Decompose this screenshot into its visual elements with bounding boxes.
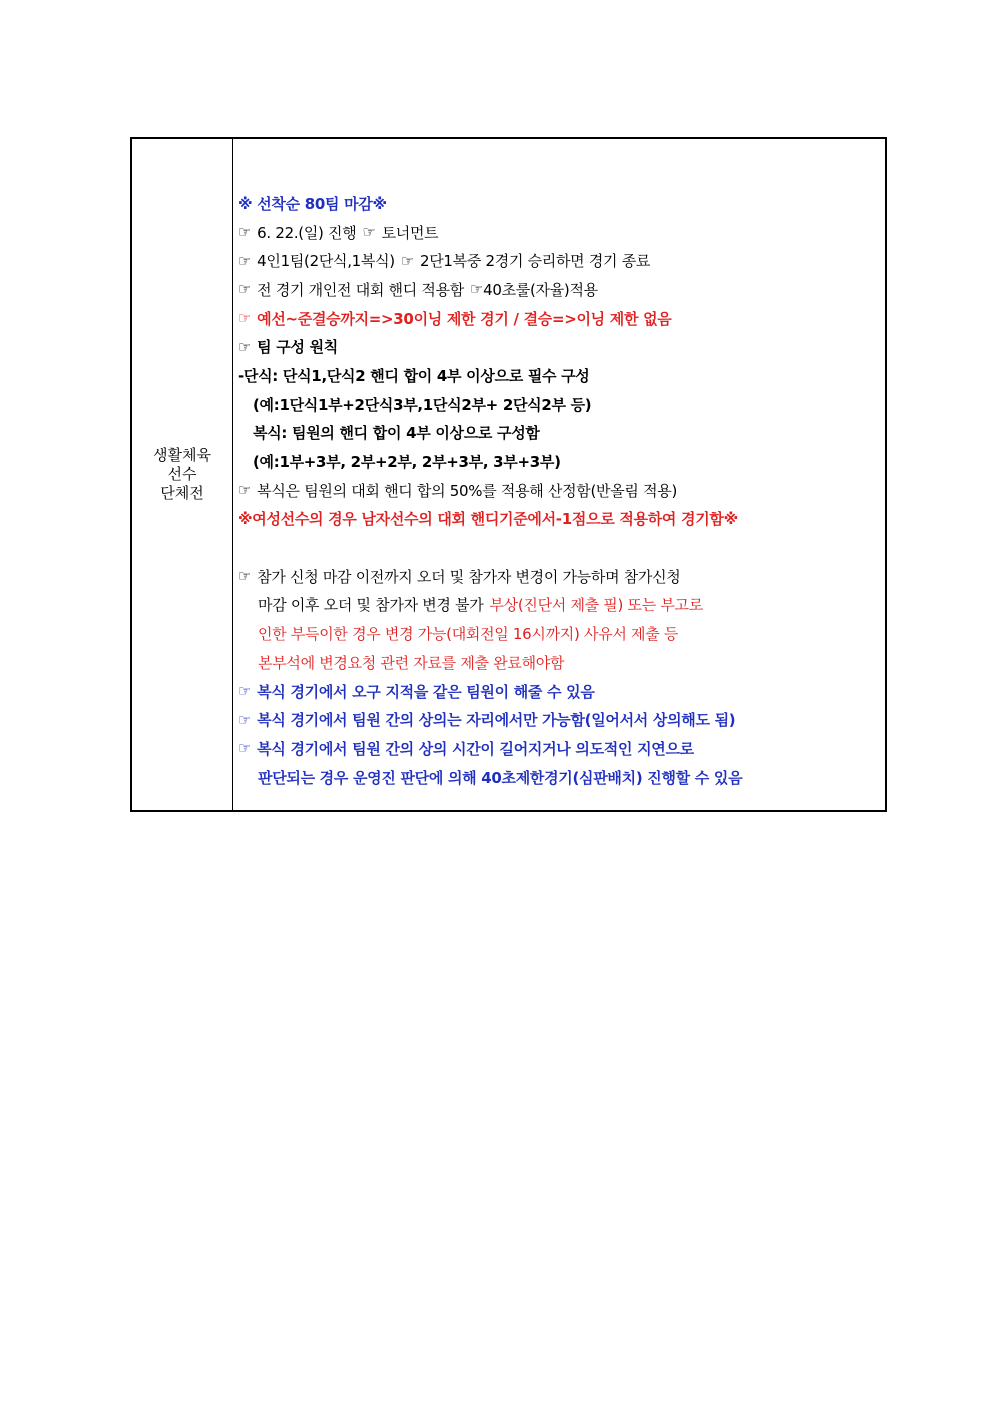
roster-exception-text: 부상(진단서 제출 필) 또는 부고로 [489, 596, 703, 615]
pointing-hand-icon: ☞ [362, 223, 376, 242]
doubles-handicap-text: 복식은 팀원의 대회 핸디 합의 50%를 적용해 산정함(반올림 적용) [257, 481, 678, 500]
delay-penalty-text: 판단되는 경우 운영진 판단에 의해 40초제한경기(심판배치) 진행할 수 있음 [258, 768, 743, 787]
date-text: 6. 22.(일) 진행 [257, 223, 357, 242]
rule-line-doubles-handicap [238, 476, 885, 505]
format-text: 토너먼트 [381, 223, 439, 242]
rules-content-cell [233, 139, 885, 810]
rule-line-inning-limit [238, 304, 885, 333]
roster-exception-detail-text: 인한 부득이한 경우 변경 가능(대회전일 16시까지) 사유서 제출 등 [258, 625, 679, 644]
rule-line-doubles-example [238, 447, 885, 476]
shot-clock-text: 40초룰(자율)적용 [483, 280, 598, 299]
rule-line-delay [238, 734, 885, 763]
team-size-text: 4인1팀(2단식,1복식) [257, 252, 395, 271]
inning-limit-text: 예선~준결승까지=>30이닝 제한 경기 / 결승=>이닝 제한 없음 [257, 309, 672, 328]
rule-line-deadline [238, 189, 885, 218]
rule-line-singles [238, 361, 885, 390]
category-label-line-3: 단체전 [160, 484, 204, 502]
doubles-example-text: (예:1부+3부, 2부+2부, 2부+3부, 3부+3부) [253, 453, 561, 472]
pointing-hand-icon: ☞ [238, 567, 252, 586]
rule-line-foul-call [238, 677, 885, 706]
rule-line-delay-2 [238, 763, 885, 792]
pointing-hand-icon: ☞ [238, 682, 252, 701]
category-cell [132, 139, 233, 810]
rule-line-doubles [238, 419, 885, 448]
pointing-hand-icon: ☞ [238, 280, 252, 299]
pointing-hand-icon: ☞ [238, 251, 252, 270]
singles-example-text: (예:1단식1부+2단식3부,1단식2부+ 2단식2부 등) [253, 395, 592, 414]
category-label-line-1: 생활체육 [153, 446, 211, 464]
singles-rule-text: -단식: 단식1,단식2 핸디 합이 4부 이상으로 필수 구성 [238, 366, 590, 385]
foul-call-text: 복식 경기에서 오구 지적을 같은 팀원이 해줄 수 있음 [257, 682, 595, 701]
pointing-hand-icon: ☞ [238, 337, 252, 356]
pointing-hand-icon: ☞ [238, 223, 252, 242]
roster-change-text: 참가 신청 마감 이전까지 오더 및 참가자 변경이 가능하며 참가신청 [257, 567, 681, 586]
rule-line-handicap [238, 275, 885, 304]
consult-text: 복식 경기에서 팀원 간의 상의는 자리에서만 가능함(일어서서 상의해도 됨) [257, 711, 736, 730]
team-principle-text: 팀 구성 원칙 [257, 338, 338, 357]
roster-submit-text: 본부석에 변경요청 관련 자료를 제출 완료해야함 [258, 653, 565, 672]
deadline-text: ※ 선착순 80팀 마감※ [238, 194, 387, 213]
win-condition-text: 2단1복중 2경기 승리하면 경기 종료 [420, 252, 651, 271]
rules-table [130, 137, 887, 812]
women-rule-text: ※여성선수의 경우 남자선수의 대회 핸디기준에서-1점으로 적용하여 경기함※ [238, 510, 738, 529]
roster-closed-text: 마감 이후 오더 및 참가자 변경 불가 [258, 596, 484, 615]
rule-line-women [238, 505, 885, 534]
doubles-rule-text: 복식: 팀원의 핸디 합이 4부 이상으로 구성함 [253, 424, 540, 443]
category-label-line-2: 선수 [167, 465, 197, 483]
pointing-hand-icon: ☞ [469, 280, 484, 299]
pointing-hand-icon: ☞ [238, 309, 252, 328]
pointing-hand-icon: ☞ [400, 251, 414, 270]
blank-line [238, 533, 885, 562]
rule-line-singles-example [238, 390, 885, 419]
rule-line-roster-change-2 [238, 591, 885, 620]
pointing-hand-icon: ☞ [238, 739, 252, 758]
rule-line-team-format [238, 246, 885, 275]
pointing-hand-icon: ☞ [238, 710, 252, 729]
pointing-hand-icon: ☞ [238, 481, 252, 500]
rule-line-consult [238, 705, 885, 734]
rule-line-date [238, 218, 885, 247]
rule-line-roster-change-4 [238, 648, 885, 677]
rule-line-roster-change [238, 562, 885, 591]
rule-line-roster-change-3 [238, 619, 885, 648]
rule-line-team-principle [238, 332, 885, 361]
handicap-text: 전 경기 개인전 대회 핸디 적용함 [257, 280, 464, 299]
delay-text: 복식 경기에서 팀원 간의 상의 시간이 길어지거나 의도적인 지연으로 [257, 739, 694, 758]
